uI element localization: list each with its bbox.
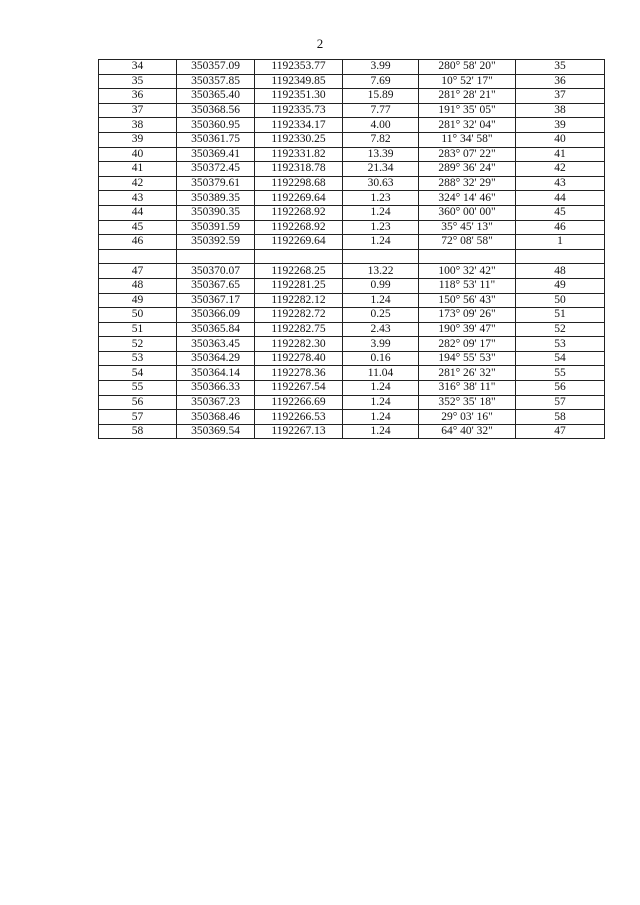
next-point-cell: 57	[516, 395, 605, 410]
point-number-cell: 50	[99, 308, 177, 323]
bearing-cell: 283° 07' 22"	[419, 147, 516, 162]
table-row	[99, 293, 605, 308]
point-number-cell: 35	[99, 74, 177, 89]
bearing-cell: 281° 32' 04"	[419, 118, 516, 133]
point-number-cell: 39	[99, 132, 177, 147]
bearing-cell: 150° 56' 43"	[419, 293, 516, 308]
length-cell: 1.24	[343, 381, 419, 396]
next-point-cell: 44	[516, 191, 605, 206]
point-number-cell: 58	[99, 424, 177, 439]
bearing-cell: 72° 08' 58"	[419, 235, 516, 250]
length-cell: 1.23	[343, 191, 419, 206]
point-number-cell: 42	[99, 176, 177, 191]
point-number-cell: 49	[99, 293, 177, 308]
next-point-cell: 58	[516, 410, 605, 425]
point-number-cell: 53	[99, 351, 177, 366]
x-coordinate-cell: 350366.09	[177, 308, 255, 323]
length-cell: 7.69	[343, 74, 419, 89]
bearing-cell: 282° 09' 17"	[419, 337, 516, 352]
y-coordinate-cell: 1192278.40	[255, 351, 343, 366]
table-row	[99, 278, 605, 293]
next-point-cell: 39	[516, 118, 605, 133]
table-row	[99, 366, 605, 381]
length-cell: 13.22	[343, 264, 419, 279]
y-coordinate-cell: 1192266.69	[255, 395, 343, 410]
y-coordinate-cell: 1192351.30	[255, 89, 343, 104]
next-point-cell: 50	[516, 293, 605, 308]
page-number: 2	[316, 36, 324, 51]
x-coordinate-cell: 350368.56	[177, 103, 255, 118]
table-row	[99, 89, 605, 104]
coordinates-table	[98, 59, 605, 439]
bearing-cell: 316° 38' 11"	[419, 381, 516, 396]
y-coordinate-cell: 1192268.25	[255, 264, 343, 279]
next-point-cell: 54	[516, 351, 605, 366]
table-row	[99, 395, 605, 410]
next-point-cell: 42	[516, 162, 605, 177]
x-coordinate-cell: 350367.17	[177, 293, 255, 308]
table-row	[99, 337, 605, 352]
length-cell: 1.24	[343, 395, 419, 410]
y-coordinate-cell: 1192281.25	[255, 278, 343, 293]
x-coordinate-cell: 350357.85	[177, 74, 255, 89]
x-coordinate-cell: 350368.46	[177, 410, 255, 425]
y-coordinate-cell: 1192334.17	[255, 118, 343, 133]
bearing-cell: 288° 32' 29"	[419, 176, 516, 191]
bearing-cell: 289° 36' 24"	[419, 162, 516, 177]
point-number-cell: 36	[99, 89, 177, 104]
bearing-cell: 191° 35' 05"	[419, 103, 516, 118]
bearing-cell: 173° 09' 26"	[419, 308, 516, 323]
bearing-cell: 280° 58' 20"	[419, 60, 516, 75]
y-coordinate-cell: 1192267.54	[255, 381, 343, 396]
table-row	[99, 220, 605, 235]
length-cell: 21.34	[343, 162, 419, 177]
x-coordinate-cell: 350372.45	[177, 162, 255, 177]
bearing-cell: 324° 14' 46"	[419, 191, 516, 206]
x-coordinate-cell: 350391.59	[177, 220, 255, 235]
next-point-cell	[516, 249, 605, 264]
y-coordinate-cell	[255, 249, 343, 264]
table-row	[99, 74, 605, 89]
point-number-cell: 48	[99, 278, 177, 293]
x-coordinate-cell: 350389.35	[177, 191, 255, 206]
length-cell: 1.24	[343, 424, 419, 439]
next-point-cell: 55	[516, 366, 605, 381]
table-row	[99, 322, 605, 337]
x-coordinate-cell: 350369.54	[177, 424, 255, 439]
next-point-cell: 48	[516, 264, 605, 279]
bearing-cell: 118° 53' 11"	[419, 278, 516, 293]
table-row	[99, 381, 605, 396]
table-row	[99, 147, 605, 162]
table-row	[99, 118, 605, 133]
y-coordinate-cell: 1192267.13	[255, 424, 343, 439]
bearing-cell: 190° 39' 47"	[419, 322, 516, 337]
y-coordinate-cell: 1192269.64	[255, 191, 343, 206]
bearing-cell: 100° 32' 42"	[419, 264, 516, 279]
table-row	[99, 103, 605, 118]
table-body	[99, 60, 605, 439]
point-number-cell: 43	[99, 191, 177, 206]
x-coordinate-cell: 350364.14	[177, 366, 255, 381]
length-cell: 2.43	[343, 322, 419, 337]
next-point-cell: 52	[516, 322, 605, 337]
table-row	[99, 235, 605, 250]
table-row	[99, 132, 605, 147]
next-point-cell: 38	[516, 103, 605, 118]
length-cell: 7.82	[343, 132, 419, 147]
length-cell: 0.25	[343, 308, 419, 323]
x-coordinate-cell: 350369.41	[177, 147, 255, 162]
next-point-cell: 40	[516, 132, 605, 147]
length-cell: 1.24	[343, 410, 419, 425]
point-number-cell	[99, 249, 177, 264]
length-cell: 3.99	[343, 337, 419, 352]
x-coordinate-cell	[177, 249, 255, 264]
bearing-cell	[419, 249, 516, 264]
y-coordinate-cell: 1192353.77	[255, 60, 343, 75]
x-coordinate-cell: 350365.40	[177, 89, 255, 104]
next-point-cell: 46	[516, 220, 605, 235]
next-point-cell: 51	[516, 308, 605, 323]
x-coordinate-cell: 350365.84	[177, 322, 255, 337]
table-row	[99, 424, 605, 439]
y-coordinate-cell: 1192282.72	[255, 308, 343, 323]
bearing-cell: 352° 35' 18"	[419, 395, 516, 410]
x-coordinate-cell: 350367.65	[177, 278, 255, 293]
next-point-cell: 47	[516, 424, 605, 439]
y-coordinate-cell: 1192282.75	[255, 322, 343, 337]
point-number-cell: 57	[99, 410, 177, 425]
point-number-cell: 55	[99, 381, 177, 396]
point-number-cell: 47	[99, 264, 177, 279]
x-coordinate-cell: 350390.35	[177, 205, 255, 220]
point-number-cell: 44	[99, 205, 177, 220]
bearing-cell: 194° 55' 53"	[419, 351, 516, 366]
x-coordinate-cell: 350364.29	[177, 351, 255, 366]
length-cell: 13.39	[343, 147, 419, 162]
x-coordinate-cell: 350366.33	[177, 381, 255, 396]
bearing-cell: 281° 28' 21"	[419, 89, 516, 104]
next-point-cell: 45	[516, 205, 605, 220]
next-point-cell: 41	[516, 147, 605, 162]
next-point-cell: 36	[516, 74, 605, 89]
y-coordinate-cell: 1192269.64	[255, 235, 343, 250]
length-cell: 1.23	[343, 220, 419, 235]
x-coordinate-cell: 350361.75	[177, 132, 255, 147]
next-point-cell: 37	[516, 89, 605, 104]
length-cell: 30.63	[343, 176, 419, 191]
y-coordinate-cell: 1192282.12	[255, 293, 343, 308]
point-number-cell: 56	[99, 395, 177, 410]
x-coordinate-cell: 350379.61	[177, 176, 255, 191]
bearing-cell: 11° 34' 58"	[419, 132, 516, 147]
y-coordinate-cell: 1192268.92	[255, 220, 343, 235]
length-cell	[343, 249, 419, 264]
table-row	[99, 60, 605, 75]
table-row	[99, 264, 605, 279]
point-number-cell: 52	[99, 337, 177, 352]
x-coordinate-cell: 350360.95	[177, 118, 255, 133]
table-row	[99, 249, 605, 264]
point-number-cell: 45	[99, 220, 177, 235]
table-row	[99, 351, 605, 366]
length-cell: 0.16	[343, 351, 419, 366]
y-coordinate-cell: 1192282.30	[255, 337, 343, 352]
bearing-cell: 35° 45' 13"	[419, 220, 516, 235]
table-row	[99, 410, 605, 425]
bearing-cell: 281° 26' 32"	[419, 366, 516, 381]
y-coordinate-cell: 1192266.53	[255, 410, 343, 425]
next-point-cell: 56	[516, 381, 605, 396]
next-point-cell: 53	[516, 337, 605, 352]
y-coordinate-cell: 1192331.82	[255, 147, 343, 162]
point-number-cell: 51	[99, 322, 177, 337]
point-number-cell: 41	[99, 162, 177, 177]
point-number-cell: 37	[99, 103, 177, 118]
table-row	[99, 308, 605, 323]
next-point-cell: 43	[516, 176, 605, 191]
next-point-cell: 35	[516, 60, 605, 75]
length-cell: 1.24	[343, 205, 419, 220]
point-number-cell: 38	[99, 118, 177, 133]
table-row	[99, 162, 605, 177]
y-coordinate-cell: 1192330.25	[255, 132, 343, 147]
length-cell: 11.04	[343, 366, 419, 381]
x-coordinate-cell: 350370.07	[177, 264, 255, 279]
point-number-cell: 34	[99, 60, 177, 75]
length-cell: 3.99	[343, 60, 419, 75]
next-point-cell: 1	[516, 235, 605, 250]
y-coordinate-cell: 1192298.68	[255, 176, 343, 191]
table-row	[99, 205, 605, 220]
next-point-cell: 49	[516, 278, 605, 293]
bearing-cell: 360° 00' 00"	[419, 205, 516, 220]
table-row	[99, 191, 605, 206]
y-coordinate-cell: 1192268.92	[255, 205, 343, 220]
y-coordinate-cell: 1192349.85	[255, 74, 343, 89]
point-number-cell: 46	[99, 235, 177, 250]
length-cell: 15.89	[343, 89, 419, 104]
length-cell: 4.00	[343, 118, 419, 133]
x-coordinate-cell: 350392.59	[177, 235, 255, 250]
point-number-cell: 54	[99, 366, 177, 381]
y-coordinate-cell: 1192318.78	[255, 162, 343, 177]
length-cell: 0.99	[343, 278, 419, 293]
length-cell: 7.77	[343, 103, 419, 118]
x-coordinate-cell: 350363.45	[177, 337, 255, 352]
bearing-cell: 10° 52' 17"	[419, 74, 516, 89]
bearing-cell: 29° 03' 16"	[419, 410, 516, 425]
bearing-cell: 64° 40' 32"	[419, 424, 516, 439]
x-coordinate-cell: 350367.23	[177, 395, 255, 410]
y-coordinate-cell: 1192278.36	[255, 366, 343, 381]
length-cell: 1.24	[343, 235, 419, 250]
x-coordinate-cell: 350357.09	[177, 60, 255, 75]
y-coordinate-cell: 1192335.73	[255, 103, 343, 118]
length-cell: 1.24	[343, 293, 419, 308]
point-number-cell: 40	[99, 147, 177, 162]
table-row	[99, 176, 605, 191]
